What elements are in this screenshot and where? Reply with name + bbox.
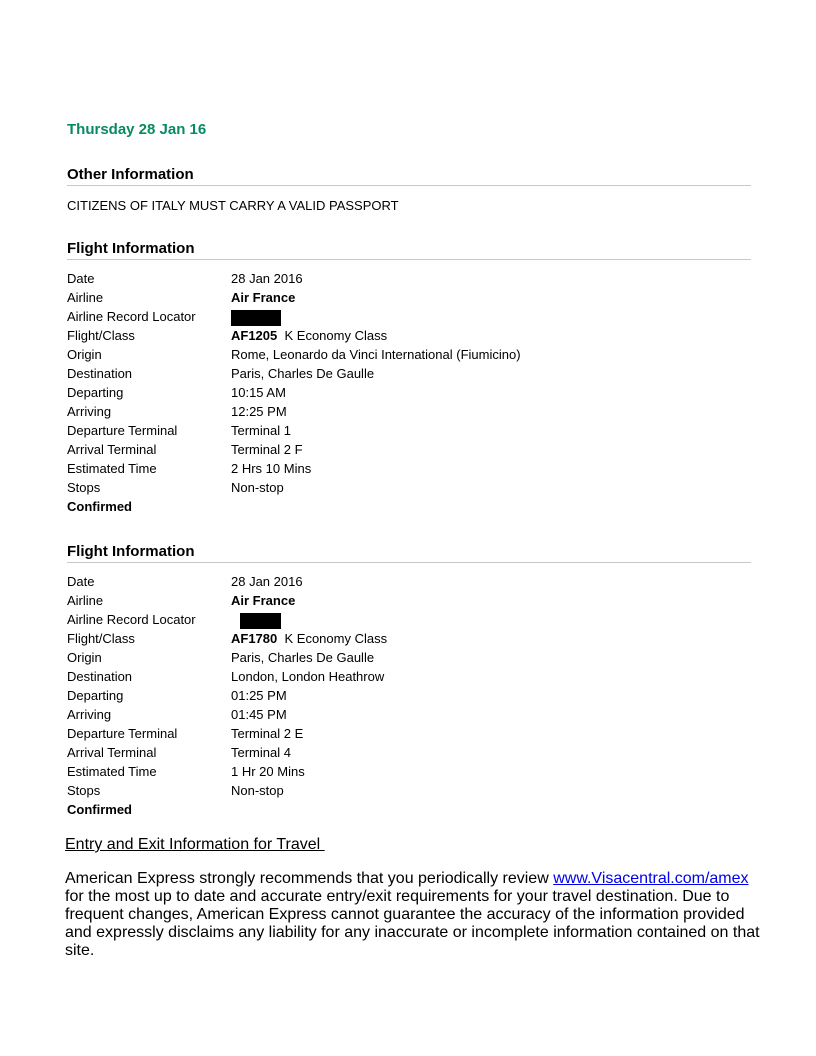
origin-label: Origin [67, 347, 102, 362]
departure-terminal-label: Departure Terminal [67, 423, 178, 438]
estimated-time-value: 2 Hrs 10 Mins [231, 461, 312, 476]
flight-class-label: Flight/Class [67, 631, 135, 646]
flight-number: AF1205 [231, 328, 278, 343]
arriving-value: 12:25 PM [231, 404, 287, 419]
departure-terminal-value: Terminal 1 [231, 423, 291, 438]
airline-label: Airline [67, 593, 104, 608]
flight-class-row [67, 326, 751, 345]
flight-class-row [67, 629, 751, 648]
locator-row [67, 610, 751, 629]
departing-row [67, 383, 751, 402]
arriving-label: Arriving [67, 707, 112, 722]
flight-information-title: Flight Information [67, 543, 751, 563]
estimated-time-label: Estimated Time [67, 461, 157, 476]
arriving-value: 01:45 PM [231, 707, 287, 722]
locator-label: Airline Record Locator [67, 612, 196, 627]
redacted-locator [240, 613, 281, 629]
arrival-terminal-label: Arrival Terminal [67, 745, 157, 760]
stops-row [67, 781, 751, 800]
destination-row [67, 667, 751, 686]
departure-terminal-row [67, 421, 751, 440]
locator-row [67, 307, 751, 326]
stops-value: Non-stop [231, 480, 284, 495]
origin-value: Rome, Leonardo da Vinci International (Fiumicino) [231, 347, 521, 362]
airline-value: Air France [231, 290, 296, 305]
date-row [67, 269, 751, 288]
origin-label: Origin [67, 650, 102, 665]
departing-value: 10:15 AM [231, 385, 286, 400]
stops-label: Stops [67, 480, 101, 495]
departure-terminal-label: Departure Terminal [67, 726, 178, 741]
date-label: Date [67, 271, 95, 286]
departing-row [67, 686, 751, 705]
stops-label: Stops [67, 783, 101, 798]
flight-class: K Economy Class [284, 328, 388, 343]
visacentral-link[interactable]: www.Visacentral.com/amex [553, 870, 749, 887]
departure-terminal-value: Terminal 2 E [231, 726, 304, 741]
estimated-time-label: Estimated Time [67, 764, 157, 779]
estimated-time-value: 1 Hr 20 Mins [231, 764, 305, 779]
other-information-title: Other Information [67, 166, 751, 186]
arrival-terminal-value: Terminal 2 F [231, 442, 303, 457]
date-row [67, 572, 751, 591]
flight-details [67, 269, 751, 516]
flight-details [67, 572, 751, 819]
date-heading: Thursday 28 Jan 16 [67, 121, 207, 138]
destination-label: Destination [67, 366, 133, 381]
origin-value: Paris, Charles De Gaulle [231, 650, 375, 665]
arrival-terminal-label: Arrival Terminal [67, 442, 157, 457]
arrival-terminal-value: Terminal 4 [231, 745, 291, 760]
arriving-label: Arriving [67, 404, 112, 419]
status-confirmed: Confirmed [67, 802, 132, 817]
entry-exit-notice [65, 870, 765, 960]
airline-value: Air France [231, 593, 296, 608]
flight-class: K Economy Class [284, 631, 388, 646]
date-value: 28 Jan 2016 [231, 271, 303, 286]
destination-row [67, 364, 751, 383]
departure-terminal-row [67, 724, 751, 743]
stops-value: Non-stop [231, 783, 284, 798]
origin-row [67, 648, 751, 667]
destination-label: Destination [67, 669, 133, 684]
airline-row [67, 591, 751, 610]
airline-row [67, 288, 751, 307]
arriving-row [67, 705, 751, 724]
status-confirmed: Confirmed [67, 499, 132, 514]
locator-label: Airline Record Locator [67, 309, 196, 324]
destination-value: London, London Heathrow [231, 669, 385, 684]
estimated-time-row [67, 459, 751, 478]
notice-text-after: for the most up to date and accurate entry/exit requirements for your travel destination. Due to frequent changes, American Express cannot guarantee the accuracy of the information provided and expressly disclaims any liability for any inaccurate or incomplete information contained on that site. [65, 888, 760, 959]
origin-row [67, 345, 751, 364]
departing-value: 01:25 PM [231, 688, 287, 703]
departing-label: Departing [67, 385, 124, 400]
destination-value: Paris, Charles De Gaulle [231, 366, 375, 381]
date-label: Date [67, 574, 95, 589]
passport-notice: CITIZENS OF ITALY MUST CARRY A VALID PASSPORT [67, 198, 399, 213]
airline-label: Airline [67, 290, 104, 305]
date-value: 28 Jan 2016 [231, 574, 303, 589]
estimated-time-row [67, 762, 751, 781]
flight-class-label: Flight/Class [67, 328, 135, 343]
arrival-terminal-row [67, 440, 751, 459]
redacted-locator [231, 310, 281, 326]
flight-number: AF1780 [231, 631, 278, 646]
stops-row [67, 478, 751, 497]
entry-exit-info-link[interactable]: Entry and Exit Information for Travel [65, 836, 325, 853]
arriving-row [67, 402, 751, 421]
departing-label: Departing [67, 688, 124, 703]
notice-text-before: American Express strongly recommends that you periodically review [65, 870, 554, 887]
arrival-terminal-row [67, 743, 751, 762]
flight-information-title: Flight Information [67, 240, 751, 260]
